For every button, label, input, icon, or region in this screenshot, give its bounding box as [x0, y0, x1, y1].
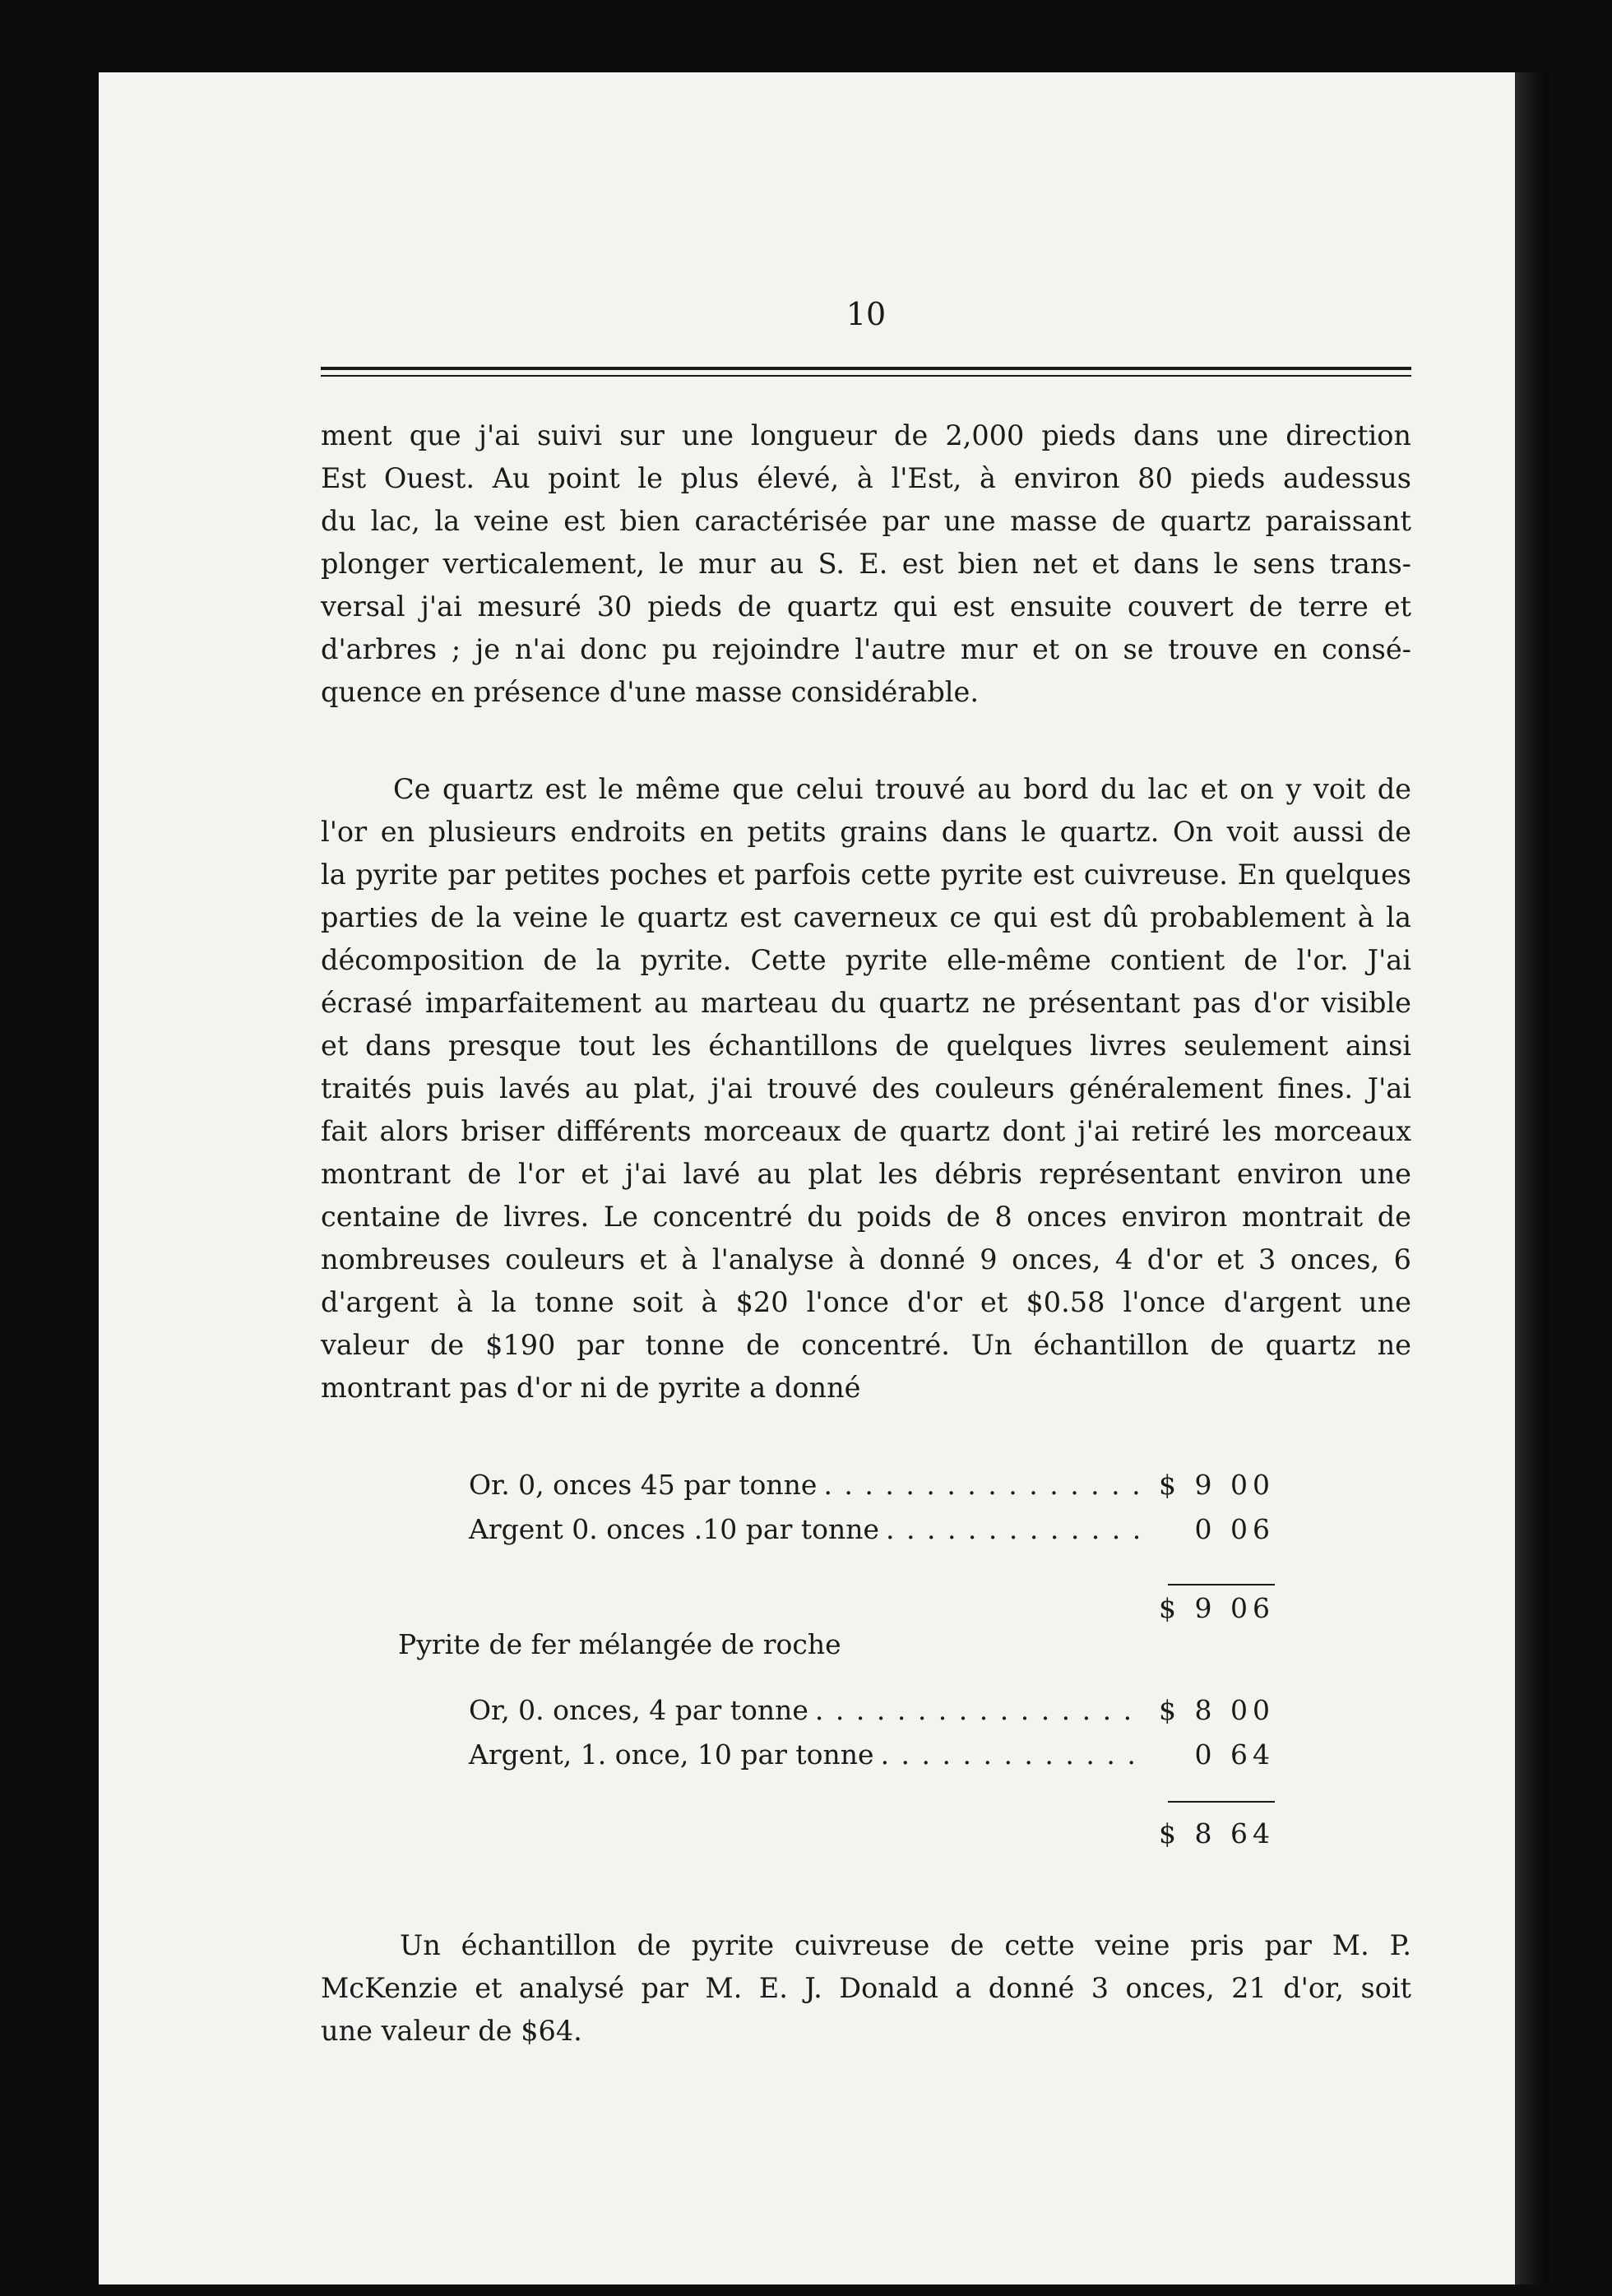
- text-line: quence en présence d'une masse considérable.: [321, 676, 979, 708]
- text-line: valeur de $190 par tonne de concentré. Un échantillon de quartz ne: [321, 1329, 1411, 1361]
- leader-dots: [886, 1513, 1145, 1545]
- paragraph-2: [321, 768, 1411, 1410]
- assay-row-gold-pyrite: [469, 1694, 1275, 1737]
- text-line: du lac, la veine est bien caractérisée par une masse de quartz paraissant: [321, 505, 1411, 537]
- assay-label: Argent, 1. once, 10 par tonne: [469, 1738, 874, 1771]
- assay-row-silver-quartz: [469, 1513, 1275, 1556]
- paragraph-3: [321, 1924, 1411, 2053]
- leader-dots: [815, 1694, 1145, 1726]
- text-line: nombreuses couleurs et à l'analyse à donné 9 onces, 4 d'or et 3 onces, 6: [321, 1243, 1411, 1275]
- text-line: et dans presque tout les échantillons de quelques livres seulement ainsi: [321, 1030, 1411, 1062]
- assay-value: $ 8 00: [1159, 1694, 1275, 1726]
- text-line: Ce quartz est le même que celui trouvé au bord du lac et on y voit de: [393, 773, 1411, 805]
- assay-label: Argent 0. onces .10 par tonne: [469, 1513, 879, 1545]
- text-line: la pyrite par petites poches et parfois cette pyrite est cuivreuse. En quelques: [321, 859, 1411, 891]
- assay-total-quartz: $ 9 06: [1159, 1592, 1275, 1624]
- text-line: une valeur de $64.: [321, 2015, 582, 2047]
- text-line: Un échantillon de pyrite cuivreuse de cette veine pris par M. P.: [400, 1929, 1411, 1961]
- text-line: Est Ouest. Au point le plus élevé, à l'Est, à environ 80 pieds audessus: [321, 462, 1411, 494]
- assay-label: Or, 0. onces, 4 par tonne: [469, 1694, 808, 1726]
- sum-rule: [1168, 1584, 1275, 1585]
- text-line: d'argent à la tonne soit à $20 l'once d'or et $0.58 l'once d'argent une: [321, 1286, 1411, 1318]
- assay-label: Or. 0, onces 45 par tonne: [469, 1469, 818, 1501]
- leader-dots: [881, 1738, 1145, 1771]
- header-rule-thin: [321, 375, 1411, 377]
- text-line: ment que j'ai suivi sur une longueur de 2,000 pieds dans une direction: [321, 419, 1411, 451]
- assay-total-pyrite: $ 8 64: [1159, 1817, 1275, 1849]
- text-line: McKenzie et analysé par M. E. J. Donald a donné 3 onces, 21 d'or, soit: [321, 1972, 1411, 2004]
- text-line: écrasé imparfaitement au marteau du quartz ne présentant pas d'or visible: [321, 987, 1411, 1019]
- text-line: parties de la veine le quartz est caverneux ce qui est dû probablement à la: [321, 901, 1411, 933]
- sum-rule: [1168, 1801, 1275, 1803]
- header-rule: [321, 367, 1411, 370]
- leader-dots: [823, 1469, 1145, 1501]
- text-line: traités puis lavés au plat, j'ai trouvé des couleurs généralement fines. J'ai: [321, 1072, 1411, 1104]
- text-line: versal j'ai mesuré 30 pieds de quartz qui est ensuite couvert de terre et: [321, 590, 1411, 623]
- assay-value: 0 06: [1194, 1513, 1275, 1545]
- text-line: plonger verticalement, le mur au S. E. est bien net et dans le sens trans-: [321, 548, 1411, 580]
- page-number: 10: [845, 296, 887, 332]
- paragraph-1: [321, 414, 1411, 714]
- text-line: d'arbres ; je n'ai donc pu rejoindre l'autre mur et on se trouve en consé-: [321, 633, 1411, 665]
- assay-value: $ 9 00: [1159, 1469, 1275, 1501]
- assay-value: 0 64: [1194, 1738, 1275, 1771]
- text-line: montrant de l'or et j'ai lavé au plat les débris représentant environ une: [321, 1158, 1411, 1190]
- assay-row-gold-quartz: [469, 1469, 1275, 1511]
- text-line: centaine de livres. Le concentré du poids de 8 onces environ montrait de: [321, 1201, 1411, 1233]
- assay-row-silver-pyrite: [469, 1738, 1275, 1781]
- text-line: décomposition de la pyrite. Cette pyrite elle-même contient de l'or. J'ai: [321, 944, 1411, 976]
- text-line: l'or en plusieurs endroits en petits grains dans le quartz. On voit aussi de: [321, 816, 1411, 848]
- text-line: montrant pas d'or ni de pyrite a donné: [321, 1372, 861, 1404]
- assay-subheading: Pyrite de fer mélangée de roche: [398, 1628, 841, 1660]
- page-edge: [1515, 72, 1548, 2284]
- text-line: fait alors briser différents morceaux de quartz dont j'ai retiré les morceaux: [321, 1115, 1411, 1147]
